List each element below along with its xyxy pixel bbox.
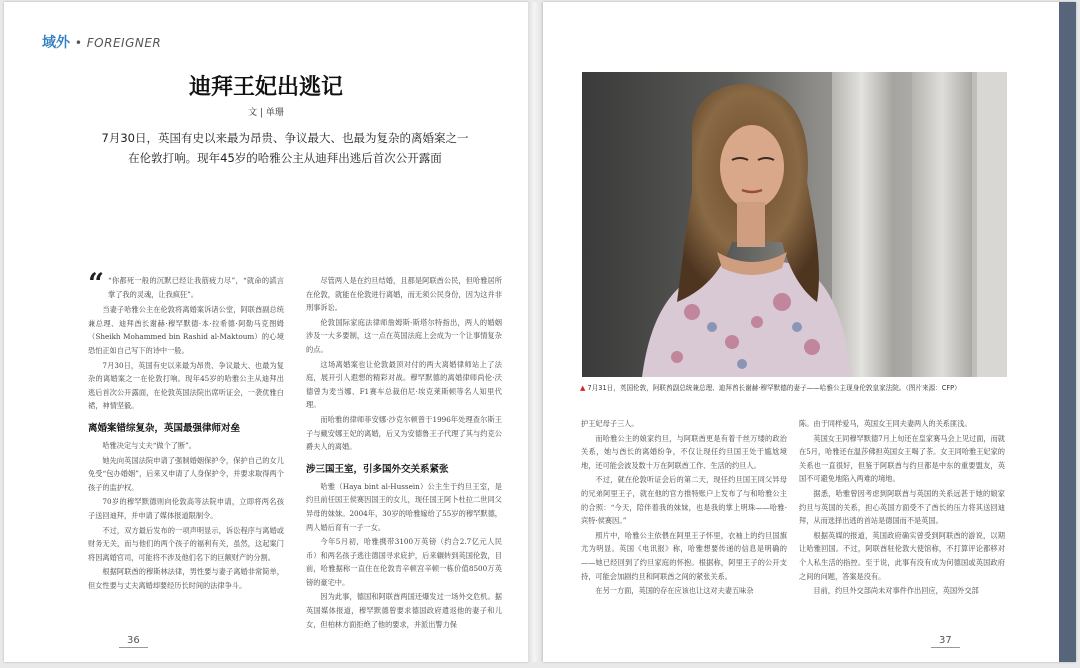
right-page [543, 2, 1076, 662]
article-title: 迪拜王妃出逃记 [188, 75, 343, 100]
paragraph: 哈雅（Haya bint al-Hussein）公主生于约旦王室，是约旦前任国王侯赛因国王的女儿，现任国王阿卜杜拉二世同父异母的妹妹。2004年，30岁的哈雅嫁给了55岁的穆罕默德，两人婚后育有一子一女。 [306, 481, 502, 532]
right-column-2 [799, 417, 1005, 599]
quote-mark-icon: “ [88, 267, 105, 300]
page-number: 37 [931, 635, 960, 648]
left-column-2 [306, 274, 502, 632]
paragraph: 照片中，哈雅公主依偎在阿里王子怀里，衣袖上的约旦国旗尤为明显。英国《电讯报》称，哈雅想要传递的信息是明确的——她已经回到了约旦家庭的怀抱。根据称，阿里王子的公开支持，可能会加剧约旦和阿联酋之间的紧张关系。 [581, 530, 787, 581]
paragraph: 今年5月初，哈雅携带3100万英镑（约合2.7亿元人民币）和两名孩子逃往德国寻求庇护，后来辗转到英国伦敦，目前，哈雅据称一直住在伦敦肯辛顿宫辛顿一栋价值8500万英镑的豪宅中。 [306, 537, 502, 587]
paragraph: 根据英媒的报道，英国政府确实曾受到阿联酋的游说，以期让哈雅回国。不过，阿联酋驻伦敦大使馆称，不打算评论都移对个人私生活的指控。至于说，此事有没有成为何德国或英国政府之间的问题，答案是没有。 [799, 530, 1005, 581]
photo-princess-haya [582, 72, 1007, 377]
paragraph: 70岁的穆罕默德则向伦敦高等法院申请，立即将两名孩子送回迪拜，并申请了媒体报道限制令。 [88, 497, 284, 520]
page-gutter [528, 2, 543, 662]
quote-text: “你都死一般的沉默已经让我筋疲力尽”，“就命的謊言掌了我的灵魂，让我疯狂”。 [108, 276, 284, 299]
byline: 文 | 单珊 [248, 108, 284, 118]
paragraph: 她先向英国法院申请了强制婚姻保护令，保护自己的女儿免受“包办婚姻”，后来又申请了人身保护令，并要求取得两个孩子的监护权。 [88, 455, 284, 492]
paragraph: 目前，约旦外交部尚未对事件作出回应，英国外交部 [813, 586, 979, 596]
paragraph: 而哈雅公主的娘家约旦，与阿联酋更是有着千丝万缕的政治关系，她与酋长的离婚纷争，不仅让现任约旦国王处于尴尬境地，还可能会波及数十万在阿联酋工作、生活的约旦人。 [581, 433, 787, 470]
paragraph: 英国女王同穆罕默德7月上旬还在皇家赛马会上见过面，而就在5月，哈雅还在温莎佛担英国女王喝了茶。女王同哈雅王妃家的关系也一直很好，但鉴于阿联酋与约旦都是中东的重要盟友，英国不可避免地陷入两难的境地。 [799, 433, 1005, 484]
photo-caption [580, 382, 1020, 392]
section-side-bar [1059, 2, 1076, 662]
caption-marker-icon: ▲ [580, 384, 586, 392]
paragraph: 当妻子哈雅公主在伦敦将离婚案诉诸公堂，阿联酋副总统兼总理、迪拜酋长谢赫·穆罕默德·本·拉希德·阿勒马克图姆（Sheikh Mohammed bin Rashid al-Maktoum）的心境恐怕正如自己写下的诗中一般。 [88, 305, 284, 355]
paragraph: 这场离婚案也让伦敦最顶对付的两大离婚律师站上了法庭，展开引人遐想的精彩对战。穆罕默德的离婚律师尚伦·沃德曾为麦当娜、F1赛车总裁伯尼·埃克莱斯顿等名人知里代理。 [306, 359, 502, 410]
section-tag [42, 32, 161, 52]
right-column-1 [581, 417, 787, 599]
paragraph: 护王妃母子三人。 [581, 419, 639, 428]
paragraph: 陈。由于同样爱马，英国女王同夫妻两人的关系匪浅。 [799, 419, 972, 428]
paragraph: 而哈雅的律师菲安娜·沙克尔顿曾于1996年处理查尔斯王子与戴安娜王妃的离婚，后又为安德鲁王子代理了其与约克公爵夫人的离婚。 [306, 414, 502, 452]
portrait-photo [582, 72, 1007, 377]
caption-text: 7月31日，英国伦敦，阿联酋副总统兼总理、迪拜酋长谢赫·穆罕默德的妻子——哈雅公主现身伦敦皇家法院。（图片来源：CFP） [587, 384, 961, 392]
paragraph: 据悉，哈雅曾因考虑到阿联酋与英国的关系远甚于她的娘家约旦与英国的关系，担心英国方面受不了酋长的压力将其送回迪拜，从而选择出逃的首站是德国而不是英国。 [799, 488, 1005, 526]
paragraph: 伦敦国际家庭法律师詹姆斯·斯塔尔特指出，两人的婚姻涉及一大多要制，这一点在英国法庭上会成为一个让事情复杂的点。 [306, 317, 502, 354]
section-tag-cn: 域外 [42, 35, 70, 51]
page-number: 36 [119, 635, 148, 648]
paragraph: 哈雅决定与丈夫“做个了断”。 [102, 440, 196, 450]
paragraph: 在另一方面，英国的存在应该也让这对夫妻五味杂 [595, 586, 754, 596]
paragraph: 因为此事，德国和阿联酋两国还爆发过一场外交危机。据英国媒体报道，穆罕默德曾要求德国政府遣返他的妻子和儿女，但柏林方面拒绝了他的要求，并派出警力保 [306, 592, 502, 629]
pull-quote [88, 267, 284, 301]
paragraph: 不过，双方最后发布的一项声明显示，诉讼程序与离婚或财务无关，而与他们的两个孩子的福利有关，虽然，这起案门将因离婚官司，可能将不涉及他们名下的巨额财产的分割。 [88, 525, 284, 562]
lede: 7月30日，英国有史以来最为昂贵、争议最大、也最为复杂的离婚案之一在伦敦打响。现年45岁的哈雅公主从迪拜出逃后首次公开露面 [101, 131, 469, 165]
subheading: 离婚案错综复杂，英国最强律师对垒 [88, 422, 241, 434]
section-tag-en: • FOREIGNER [74, 36, 162, 50]
subheading: 涉三国王室，引多国外交关系紧张 [306, 463, 449, 475]
left-column-1 [88, 267, 284, 593]
left-page [4, 2, 528, 662]
paragraph: 尽管两人是在约旦结婚，且都是阿联酋公民，但哈雅居所在伦敦，就能在伦敦进行离婚，而无须公民身份，因为这并非刑事诉讼。 [306, 276, 502, 313]
paragraph: 7月30日，英国有史以来最为昂贵、争议最大、也最为复杂的离婚案之一在伦敦打响。现年45岁的哈雅公主从迪拜出逃后首次公开露面，在伦敦英国法院出席听证会，一袭优雅白裙，神情坚毅。 [88, 360, 284, 411]
paragraph: 不过，就在伦敦听证会后的第二天，现任约旦国王同父异母的兄弟阿里王子，就在他的官方推特账户上发布了与和哈雅公主的合照：“今天，陪伴着我的妹妹，也是我的掌上明珠——哈雅·宾特·侯赛因。” [581, 475, 787, 526]
paragraph: 根据阿联酋的穆斯林法律，男性要与妻子离婚非常简单，但女性要与丈夫离婚却要经历长时间的法律争斗。 [88, 567, 284, 590]
